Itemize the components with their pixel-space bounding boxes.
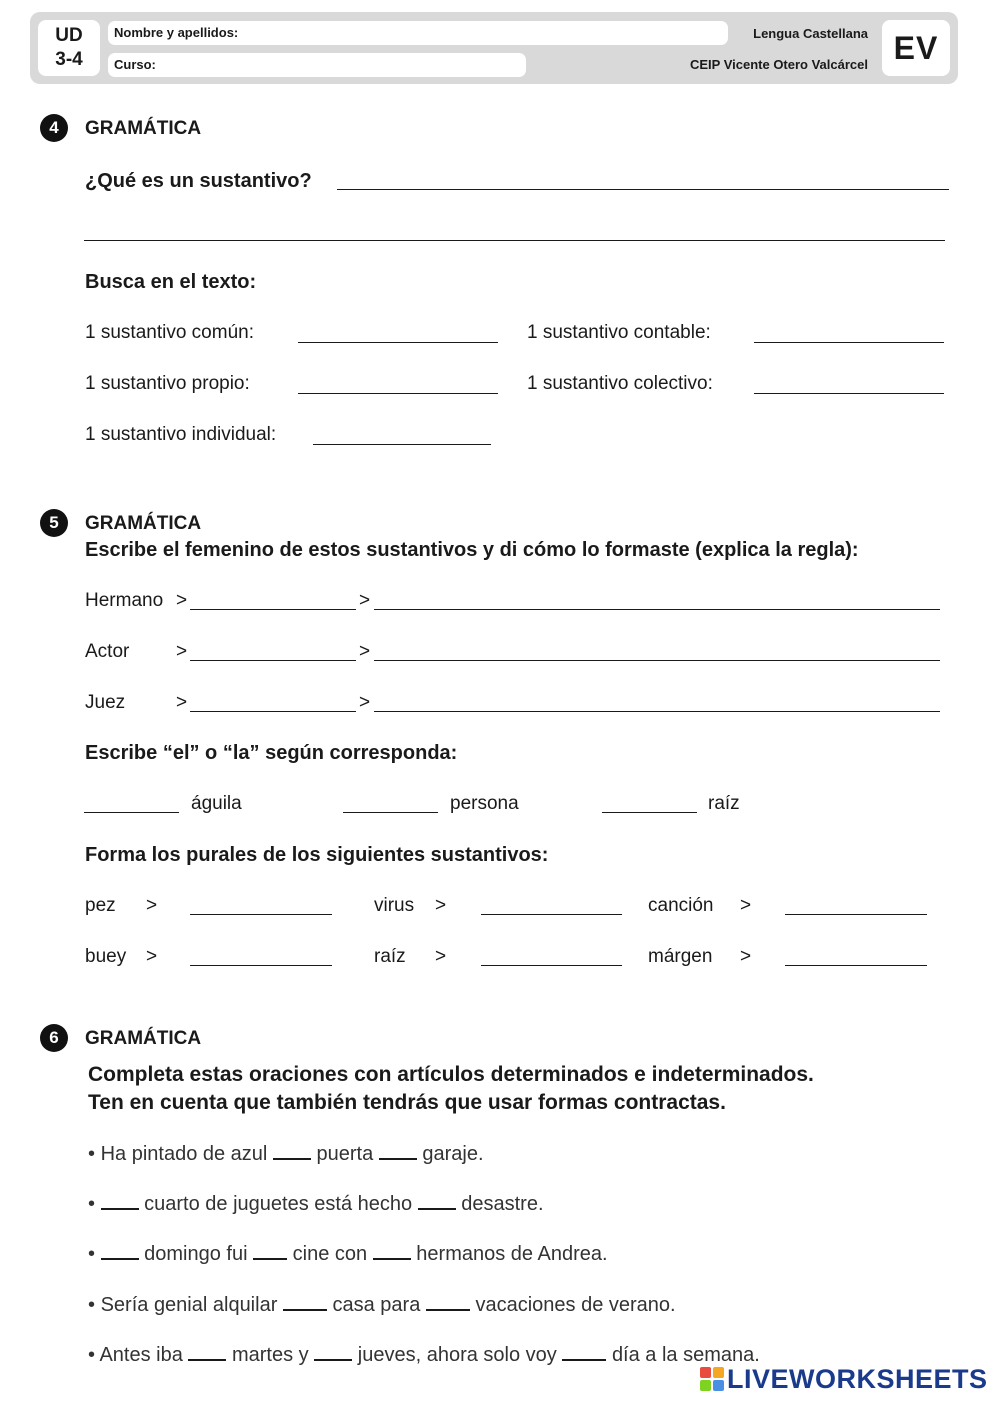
article-blank[interactable]: [426, 1291, 470, 1311]
sentence-2: [88, 1190, 544, 1216]
school-label: CEIP Vicente Otero Valcárcel: [689, 57, 868, 72]
plural-blank[interactable]: [190, 965, 332, 966]
article-blank[interactable]: [418, 1190, 456, 1210]
plural-blank[interactable]: [481, 914, 622, 915]
liveworksheets-logo: [700, 1364, 988, 1394]
arrow: >: [435, 946, 447, 967]
unit-badge: [38, 20, 100, 76]
arrow: >: [740, 946, 752, 967]
feminine-instruction: Escribe el femenino de estos sustantivos y di cómo lo formaste (explica la regla):: [85, 539, 859, 561]
rule-blank[interactable]: [374, 609, 940, 610]
collective-noun-blank[interactable]: [754, 393, 944, 394]
arrow: >: [176, 692, 188, 713]
sentence-text: jueves, ahora solo voy: [357, 1344, 557, 1366]
sentence-text: desastre.: [461, 1193, 544, 1215]
sentence-text: hermanos de Andrea.: [416, 1243, 608, 1265]
word-raiz: raíz: [708, 793, 740, 814]
individual-noun-label: 1 sustantivo individual:: [85, 424, 277, 445]
article-blank[interactable]: [253, 1240, 287, 1260]
sentence-text: vacaciones de verano.: [475, 1294, 676, 1316]
sentence-text: Ha pintado de azul: [100, 1143, 268, 1165]
article-blank[interactable]: [379, 1140, 417, 1160]
article-blank[interactable]: [101, 1240, 139, 1260]
arrow: >: [359, 692, 371, 713]
article-blank[interactable]: [84, 812, 179, 813]
subject-label: Lengua Castellana: [753, 26, 868, 41]
logo-square: [713, 1367, 724, 1378]
sentence-4: [88, 1291, 676, 1317]
section-6-number: 6: [40, 1024, 68, 1052]
feminine-blank[interactable]: [190, 711, 356, 712]
article-blank[interactable]: [562, 1341, 606, 1361]
section-5-number: 5: [40, 509, 68, 537]
plural-blank[interactable]: [481, 965, 622, 966]
article-blank[interactable]: [314, 1341, 352, 1361]
bullet: •: [88, 1193, 96, 1215]
liveworksheets-logo-icon: [700, 1367, 724, 1391]
sentence-text: Antes iba: [99, 1344, 183, 1366]
word-actor: Actor: [85, 641, 130, 662]
word-juez: Juez: [85, 692, 126, 713]
bullet: •: [88, 1243, 96, 1265]
name-label: Nombre y apellidos:: [114, 25, 239, 40]
ev-badge: EV: [882, 20, 950, 76]
rule-blank[interactable]: [374, 711, 940, 712]
word-pez: pez: [85, 895, 116, 916]
section-6-title: GRAMÁTICA: [85, 1028, 202, 1049]
answer-line[interactable]: [337, 189, 949, 190]
section-5-title: GRAMÁTICA: [85, 513, 202, 534]
article-blank[interactable]: [373, 1240, 411, 1260]
word-virus: virus: [374, 895, 415, 916]
articles-instruction-1: Completa estas oraciones con artículos determinados e indeterminados.: [88, 1063, 814, 1086]
plural-blank[interactable]: [785, 965, 927, 966]
noun-question: ¿Qué es un sustantivo?: [85, 170, 312, 192]
sentence-text: garaje.: [422, 1143, 484, 1165]
unit-label: UD: [55, 25, 83, 46]
article-blank[interactable]: [283, 1291, 327, 1311]
collective-noun-label: 1 sustantivo colectivo:: [527, 373, 713, 394]
plural-title: Forma los purales de los siguientes sustantivos:: [85, 844, 549, 866]
sentence-5: [88, 1341, 760, 1367]
sentence-text: cine con: [292, 1243, 368, 1265]
word-raiz-plural: raíz: [374, 946, 406, 967]
sentence-text: casa para: [332, 1294, 421, 1316]
logo-text: LIVEWORKSHEETS: [727, 1363, 988, 1394]
logo-square: [700, 1380, 711, 1391]
article-blank[interactable]: [343, 812, 438, 813]
arrow: >: [176, 590, 188, 611]
countable-noun-blank[interactable]: [754, 342, 944, 343]
articles-instruction-2: Ten en cuenta que también tendrás que usar formas contractas.: [88, 1091, 726, 1114]
sentence-text: Sería genial alquilar: [100, 1294, 278, 1316]
article-blank[interactable]: [273, 1140, 311, 1160]
common-noun-blank[interactable]: [298, 342, 498, 343]
word-margen: márgen: [648, 946, 713, 967]
countable-noun-label: 1 sustantivo contable:: [527, 322, 711, 343]
sentence-3: [88, 1240, 608, 1266]
arrow: >: [359, 641, 371, 662]
article-title: Escribe “el” o “la” según corresponda:: [85, 742, 458, 764]
feminine-blank[interactable]: [190, 660, 356, 661]
arrow: >: [176, 641, 188, 662]
sentence-1: [88, 1140, 484, 1166]
plural-blank[interactable]: [190, 914, 332, 915]
sentence-text: cuarto de juguetes está hecho: [144, 1193, 413, 1215]
sentence-text: día a la semana.: [611, 1344, 760, 1366]
word-hermano: Hermano: [85, 590, 164, 611]
section-4-title: GRAMÁTICA: [85, 118, 202, 139]
answer-line[interactable]: [84, 240, 945, 241]
common-noun-label: 1 sustantivo común:: [85, 322, 254, 343]
rule-blank[interactable]: [374, 660, 940, 661]
logo-square: [713, 1380, 724, 1391]
proper-noun-blank[interactable]: [298, 393, 498, 394]
course-field[interactable]: [108, 53, 526, 77]
arrow: >: [146, 895, 158, 916]
logo-square: [700, 1367, 711, 1378]
arrow: >: [435, 895, 447, 916]
course-label: Curso:: [114, 57, 156, 72]
proper-noun-label: 1 sustantivo propio:: [85, 373, 250, 394]
section-4-number: 4: [40, 114, 68, 142]
feminine-blank[interactable]: [190, 609, 356, 610]
bullet: •: [88, 1294, 96, 1316]
bullet: •: [88, 1143, 96, 1165]
article-blank[interactable]: [188, 1341, 226, 1361]
sentence-text: domingo fui: [144, 1243, 248, 1265]
name-field[interactable]: [108, 21, 728, 45]
article-blank[interactable]: [101, 1190, 139, 1210]
sentence-text: martes y: [231, 1344, 309, 1366]
unit-number: 3-4: [55, 49, 83, 70]
individual-noun-blank[interactable]: [313, 444, 491, 445]
word-buey: buey: [85, 946, 127, 967]
article-blank[interactable]: [602, 812, 697, 813]
arrow: >: [740, 895, 752, 916]
arrow: >: [359, 590, 371, 611]
arrow: >: [146, 946, 158, 967]
word-cancion: canción: [648, 895, 714, 916]
bullet: •: [88, 1344, 96, 1366]
word-persona: persona: [450, 793, 519, 814]
word-aguila: águila: [191, 793, 242, 814]
find-title: Busca en el texto:: [85, 271, 257, 293]
sentence-text: puerta: [316, 1143, 374, 1165]
plural-blank[interactable]: [785, 914, 927, 915]
